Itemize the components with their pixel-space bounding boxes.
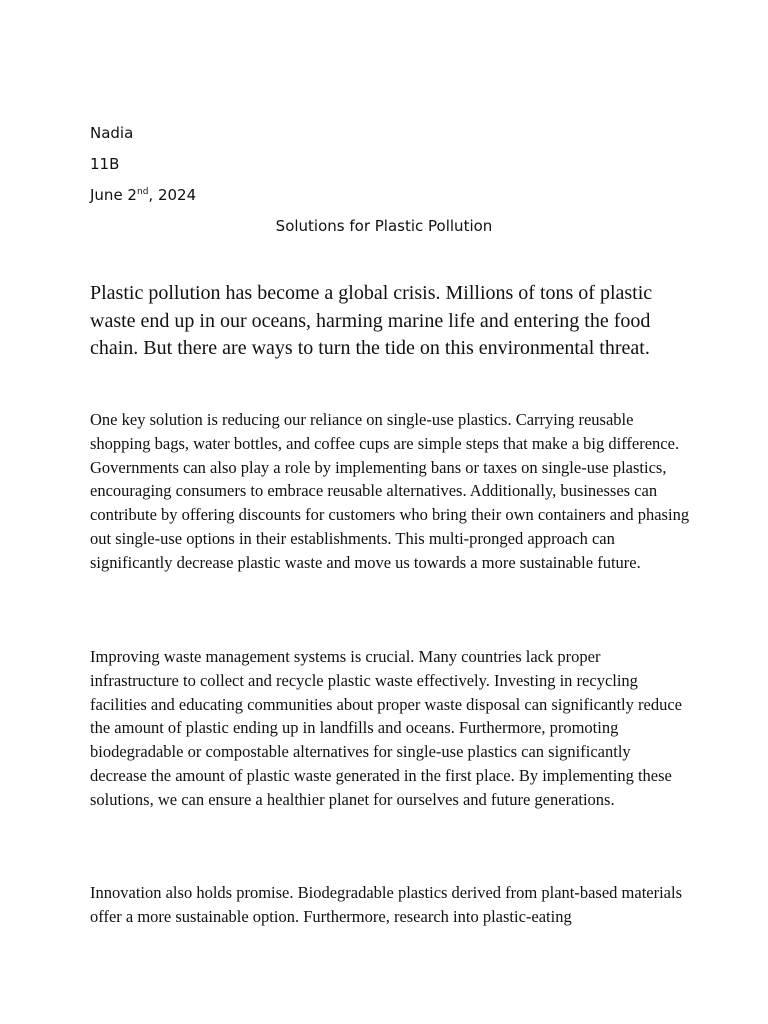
student-class: 11B [90,155,120,173]
date-prefix: June 2 [90,186,137,204]
document-title: Solutions for Plastic Pollution [275,217,493,235]
body-paragraph-2: Improving waste management systems is crucial. Many countries lack proper infrastructure to collect and recycle plastic waste effectively. Investing in recycling facilities and educating communities about proper waste disposal can significantly reduce the amount of plastic ending up in landfills and oceans. Furthermore, promoting biodegradable or compostable alternatives for single-use plastics can significantly decrease the amount of plastic waste generated in the first place. By implementing these solutions, we can ensure a healthier planet for ourselves and future generations. [90,647,682,809]
body-paragraph-3: Innovation also holds promise. Biodegradable plastics derived from plant-based materials offer a more sustainable option. Furthermore, research into plastic-eating [90,883,683,926]
date-superscript: nd [136,187,149,197]
body-paragraph-1: One key solution is reducing our reliance on single-use plastics. Carrying reusable shopping bags, water bottles, and coffee cups are simple steps that make a big difference. Governments can also play a role by implementing bans or taxes on single-use plastics, encouraging consumers to embrace reusable alternatives. Additionally, businesses can contribute by offering discounts for customers who bring their own containers and phasing out single-use options in their establishments. This multi-pronged approach can significantly decrease plastic waste and move us towards a more sustainable future. [90,410,690,572]
student-name: Nadia [90,124,134,142]
date-suffix: , 2024 [148,186,197,204]
document-date [90,185,196,208]
intro-paragraph: Plastic pollution has become a global crisis. Millions of tons of plastic waste end up in our oceans, harming marine life and entering the food chain. But there are ways to turn the tide on this environmental threat. [90,282,653,359]
